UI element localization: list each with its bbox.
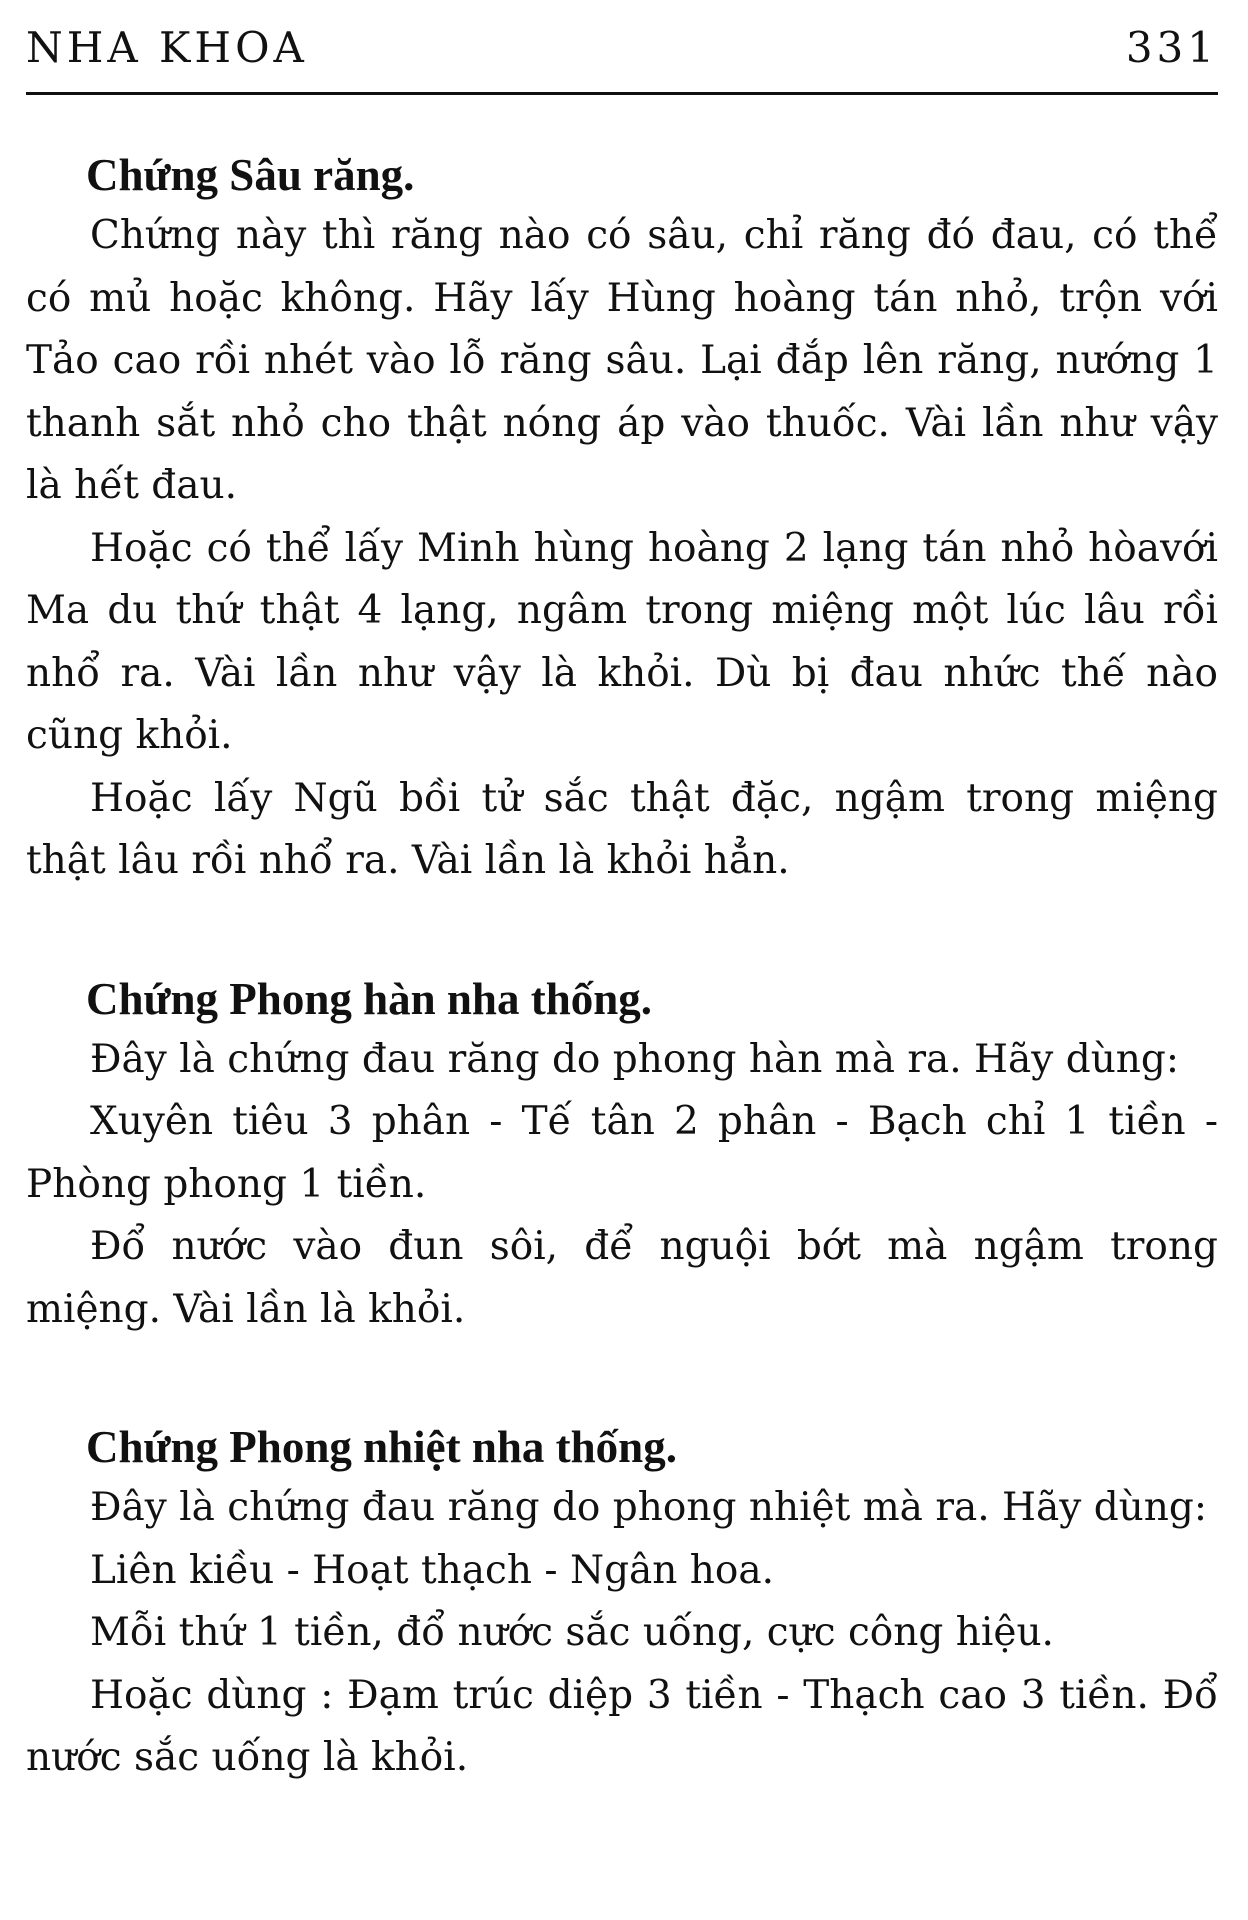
section-heading: Chứng Phong hàn nha thống. (86, 973, 652, 1024)
header-rule (26, 92, 1218, 95)
paragraph: Xuyên tiêu 3 phân - Tế tân 2 phân - Bạch chỉ 1 tiền - Phòng phong 1 tiền. (26, 1099, 1218, 1207)
running-header (26, 16, 1218, 72)
paragraph: Chứng này thì răng nào có sâu, chỉ răng đó đau, có thể có mủ hoặc không. Hãy lấy Hùng hoàng tán nhỏ, trộn với Tảo cao rồi nhét vào lỗ răng sâu. Lại đắp lên răng, nướng 1 thanh sắt nhỏ cho thật nóng áp vào thuốc. Vài lần như vậy là hết đau. (26, 213, 1218, 508)
page-number: 331 (1125, 23, 1218, 72)
paragraph: Đây là chứng đau răng do phong nhiệt mà ra. Hãy dùng: (90, 1485, 1208, 1530)
section-heading: Chứng Sâu răng. (86, 150, 415, 200)
section-heading: Chứng Phong nhiệt nha thống. (86, 1422, 677, 1472)
paragraph: Hoặc dùng : Đạm trúc diệp 3 tiền - Thạch cao 3 tiền. Đổ nước sắc uống là khỏi. (26, 1672, 1218, 1780)
paragraph: Hoặc có thể lấy Minh hùng hoàng 2 lạng tán nhỏ hòavới Ma du thứ thật 4 lạng, ngâm trong miệng một lúc lâu rồi nhổ ra. Vài lần như vậy là khỏi. Dù bị đau nhức thế nào cũng khỏi. (26, 525, 1218, 758)
paragraph: Hoặc lấy Ngũ bồi tử sắc thật đặc, ngậm trong miệng thật lâu rồi nhổ ra. Vài lần là khỏi hẳn. (26, 775, 1218, 883)
section-phong-nhiet (26, 1417, 1218, 1790)
running-title: NHA KHOA (26, 23, 308, 72)
page-body (26, 145, 1218, 1790)
paragraph: Đây là chứng đau răng do phong hàn mà ra. Hãy dùng: (90, 1036, 1180, 1082)
paragraph: Liên kiều - Hoạt thạch - Ngân hoa. (90, 1547, 775, 1593)
paragraph: Đổ nước vào đun sôi, để nguội bớt mà ngậm trong miệng. Vài lần là khỏi. (26, 1224, 1218, 1332)
section-phong-han (26, 969, 1218, 1342)
section-sau-rang (26, 145, 1218, 893)
paragraph: Mỗi thứ 1 tiền, đổ nước sắc uống, cực công hiệu. (90, 1610, 1054, 1655)
